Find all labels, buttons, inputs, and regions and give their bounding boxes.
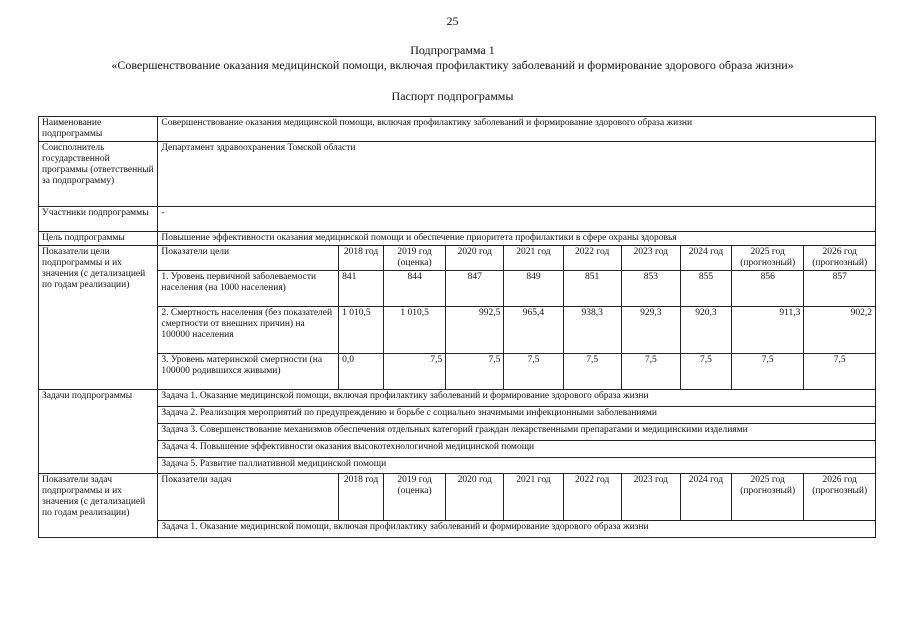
year-header: 2019 год (оценка) <box>383 474 445 521</box>
value-name: Совершенствование оказания медицинской помощи, включая профилактику заболеваний и формирование здорового образа жизни <box>158 117 876 142</box>
label-goal-indicators: Показатели цели подпрограммы и их значения (с детализацией по годам реализации) <box>39 246 158 390</box>
task-row <box>39 458 876 474</box>
task-item: Задача 1. Оказание медицинской помощи, включая профилактику заболеваний и формирование здорового образа жизни <box>158 390 876 407</box>
task-indicators-header-row <box>39 474 876 521</box>
year-header: 2024 год <box>680 246 731 271</box>
year-header: 2025 год (прогнозный) <box>731 246 803 271</box>
year-header: 2018 год <box>339 474 384 521</box>
label-name: Наименование подпрограммы <box>39 117 158 142</box>
value-goal: Повышение эффективности оказания медицинской помощи и обеспечение приоритета профилактики в сфере охраны здоровья <box>158 232 876 246</box>
goal-indicator-value: 7,5 <box>446 354 504 390</box>
year-header: 2019 год (оценка) <box>383 246 445 271</box>
goal-indicator-value: 849 <box>504 271 563 307</box>
goal-indicator-name: 1. Уровень первичной заболеваемости населения (на 1000 населения) <box>158 271 339 307</box>
value-participants: - <box>158 207 876 232</box>
task-item: Задача 5. Развитие паллиативной медицинской помощи <box>158 458 876 474</box>
goal-indicator-value: 1 010,5 <box>383 307 445 354</box>
subprogram-heading: Подпрограмма 1 <box>410 43 495 57</box>
task-indicators-header: Показатели задач <box>158 474 339 521</box>
goal-indicator-value: 1 010,5 <box>339 307 384 354</box>
task-indicator-row <box>39 521 876 538</box>
goal-indicator-value: 992,5 <box>446 307 504 354</box>
year-header: 2020 год <box>446 246 504 271</box>
year-header: 2023 год <box>621 246 680 271</box>
goal-indicator-name: 2. Смертность населения (без показателей смертности от внешних причин) на 100000 населения <box>158 307 339 354</box>
passport-table <box>38 116 876 538</box>
label-tasks: Задачи подпрограммы <box>39 390 158 474</box>
task-row <box>39 424 876 441</box>
goal-indicator-value: 853 <box>621 271 680 307</box>
task-item: Задача 3. Совершенствование механизмов обеспечения отдельных категорий граждан лекарственными препаратами и медицинскими изделиями <box>158 424 876 441</box>
goal-indicator-value: 938,3 <box>563 307 621 354</box>
goal-indicator-value: 902,2 <box>804 307 876 354</box>
year-header: 2022 год <box>563 474 621 521</box>
goal-indicator-row <box>39 271 876 307</box>
goal-indicator-value: 929,3 <box>621 307 680 354</box>
year-header: 2025 год (прогнозный) <box>731 474 803 521</box>
task-row <box>39 390 876 407</box>
row-executor <box>39 142 876 207</box>
row-goal <box>39 232 876 246</box>
year-header: 2026 год (прогнозный) <box>804 246 876 271</box>
year-header: 2023 год <box>621 474 680 521</box>
goal-indicator-value: 7,5 <box>621 354 680 390</box>
goal-indicator-value: 855 <box>680 271 731 307</box>
year-header: 2024 год <box>680 474 731 521</box>
task-row <box>39 441 876 458</box>
task-indicator-task: Задача 1. Оказание медицинской помощи, включая профилактику заболеваний и формирование здорового образа жизни <box>158 521 876 538</box>
goal-indicators-header-row <box>39 246 876 271</box>
goal-indicator-value: 7,5 <box>680 354 731 390</box>
goal-indicator-value: 841 <box>339 271 384 307</box>
year-header: 2026 год (прогнозный) <box>804 474 876 521</box>
goal-indicator-value: 965,4 <box>504 307 563 354</box>
task-item: Задача 2. Реализация мероприятий по предупреждению и борьбе с социально значимыми инфекционными заболеваниями <box>158 407 876 424</box>
subprogram-title: «Совершенствование оказания медицинской помощи, включая профилактику заболеваний и формирование здорового образа жизни» <box>111 58 794 72</box>
year-header: 2021 год <box>504 474 563 521</box>
label-executor: Соисполнитель государственной программы (ответственный за подпрограмму) <box>39 142 158 207</box>
value-executor: Департамент здравоохранения Томской области <box>158 142 876 207</box>
goal-indicators-header: Показатели цели <box>158 246 339 271</box>
goal-indicator-value: 7,5 <box>504 354 563 390</box>
goal-indicator-value: 844 <box>383 271 445 307</box>
goal-indicator-value: 851 <box>563 271 621 307</box>
year-header: 2021 год <box>504 246 563 271</box>
goal-indicator-value: 847 <box>446 271 504 307</box>
passport-heading: Паспорт подпрограммы <box>391 89 514 103</box>
label-participants: Участники подпрограммы <box>39 207 158 232</box>
row-name <box>39 117 876 142</box>
row-participants <box>39 207 876 232</box>
goal-indicator-value: 7,5 <box>383 354 445 390</box>
year-header: 2018 год <box>339 246 384 271</box>
goal-indicator-row <box>39 354 876 390</box>
goal-indicator-value: 857 <box>804 271 876 307</box>
label-task-indicators: Показатели задач подпрограммы и их значения (с детализацией по годам реализации) <box>39 474 158 538</box>
goal-indicator-value: 7,5 <box>563 354 621 390</box>
goal-indicator-value: 0,0 <box>339 354 384 390</box>
task-row <box>39 407 876 424</box>
page-number: 25 <box>446 14 459 28</box>
year-header: 2022 год <box>563 246 621 271</box>
goal-indicator-name: 3. Уровень материнской смертности (на 100000 родившихся живыми) <box>158 354 339 390</box>
goal-indicator-value: 856 <box>731 271 803 307</box>
goal-indicator-value: 7,5 <box>804 354 876 390</box>
goal-indicator-value: 7,5 <box>731 354 803 390</box>
task-item: Задача 4. Повышение эффективности оказания высокотехнологичной медицинской помощи <box>158 441 876 458</box>
goal-indicator-row <box>39 307 876 354</box>
goal-indicator-value: 920,3 <box>680 307 731 354</box>
label-goal: Цель подпрограммы <box>39 232 158 246</box>
year-header: 2020 год <box>446 474 504 521</box>
goal-indicator-value: 911,3 <box>731 307 803 354</box>
